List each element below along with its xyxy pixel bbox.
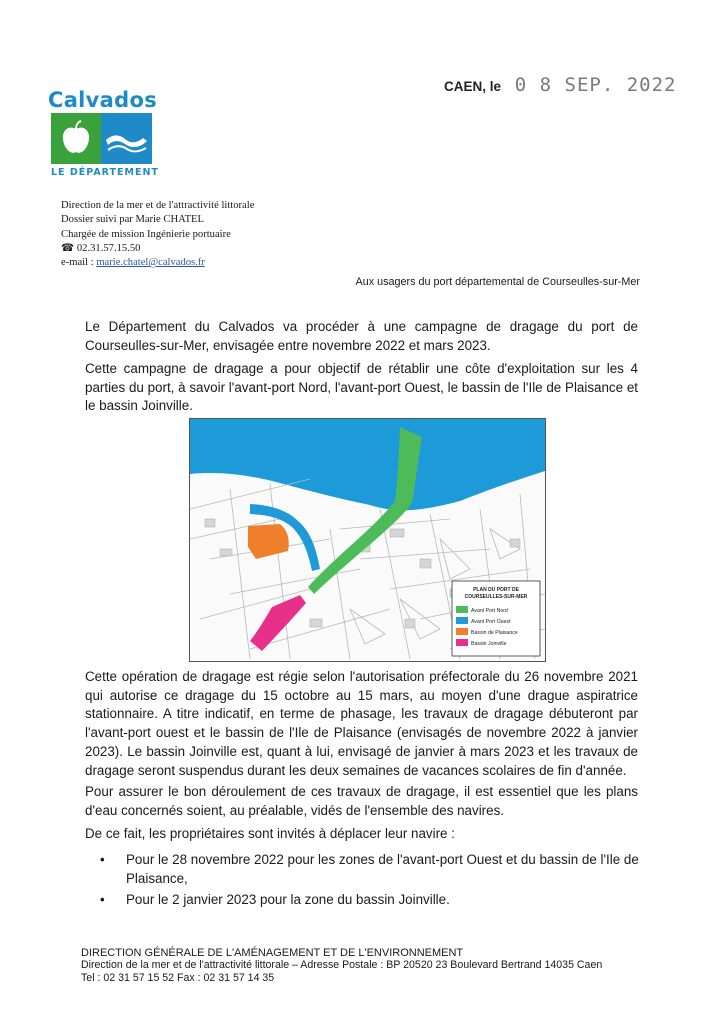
legend-swatch-joinville <box>456 639 468 646</box>
legend-label-ouest: Avant Port Ouest <box>471 619 511 625</box>
footer-address: Direction de la mer et de l'attractivité littorale – Adresse Postale : BP 20520 23 Boulevard Bertrand 14035 Caen <box>81 959 603 972</box>
footer-phone: Tel : 02 31 57 15 52 Fax : 02 31 57 14 35 <box>81 971 275 984</box>
date-prefix: CAEN, le <box>444 79 502 94</box>
logo-subtitle: LE DÉPARTEMENT <box>51 167 159 178</box>
contact-phone: 02.31.57.15.50 <box>76 242 141 254</box>
paragraph-2: Cette campagne de dragage a pour objectif de rétablir une côte d'exploitation sur les 4 parties du port, à savoir l'avant-port Nord, l'avant-port Ouest, le bassin de l'Ile de Plaisance et le bassin Joinville. <box>85 361 638 414</box>
legend-swatch-ouest <box>456 617 468 624</box>
phone-icon: ☎ <box>61 242 75 254</box>
list-item <box>100 851 640 888</box>
recipient-line: Aux usagers du port départemental de Courseulles-sur-Mer <box>355 276 640 288</box>
paragraph-5: De ce fait, les propriétaires sont invités à déplacer leur navire : <box>85 826 455 841</box>
bullet-text: Pour le 2 janvier 2023 pour la zone du bassin Joinville. <box>126 892 450 908</box>
calvados-logo-icon <box>51 113 152 164</box>
footer <box>81 947 602 984</box>
contact-department: Direction de la mer et de l'attractivité littorale <box>61 200 255 211</box>
bullet-text: Pour le 28 novembre 2022 pour les zones de l'avant-port Ouest et du bassin de l'Ile de Plaisance, <box>126 852 639 886</box>
legend-title-2: COURSEULLES-SUR-MER <box>464 594 528 600</box>
contact-block <box>61 199 254 270</box>
contact-followed-by: Dossier suivi par Marie CHATEL <box>61 214 204 226</box>
paragraph-1: Le Département du Calvados va procéder à une campagne de dragage du port de Courseulles-sur-Mer, envisagée entre novembre 2022 et mars 2023. <box>85 319 638 353</box>
legend-swatch-plaisance <box>456 628 468 635</box>
logo-wordmark: Calvados <box>48 88 157 112</box>
contact-role: Chargée de mission Ingénierie portuaire <box>61 228 231 240</box>
contact-phone-row <box>61 242 254 256</box>
legend-swatch-nord <box>456 606 468 613</box>
legend-label-plaisance: Bassin de Plaisance <box>471 630 518 636</box>
paragraph-4: Pour assurer le bon déroulement de ces travaux de dragage, il est essentiel que les plans d'eau concernés soient, au préalable, vidés de l'ensemble des navires. <box>85 784 638 818</box>
footer-title: DIRECTION GÉNÉRALE DE L'AMÉNAGEMENT ET DE L'ENVIRONNEMENT <box>81 947 464 959</box>
bullet-icon: • <box>100 892 105 908</box>
date-stamp: 0 8 SEP. 2022 <box>514 74 677 96</box>
legend-label-nord: Avant Port Nord <box>471 608 508 614</box>
contact-email-row <box>61 256 254 270</box>
port-map <box>189 418 546 662</box>
legend-title-1: PLAN DU PORT DE <box>473 587 519 593</box>
date-line <box>444 74 677 96</box>
legend-label-joinville: Bassin Joinville <box>471 641 507 647</box>
bullet-list <box>100 851 640 913</box>
bullet-icon: • <box>100 852 105 867</box>
email-label: e-mail : <box>61 257 94 269</box>
paragraph-3: Cette opération de dragage est régie selon l'autorisation préfectorale du 26 novembre 2021 qui autorise ce dragage du 15 octobre au 15 mars, au moyen d'une drague aspiratrice stationnaire. A titre indicatif, en terme de phasage, les travaux de dragage débuteront par l'avant-port ouest et le bassin de l'Ile de Plaisance (envisagés de novembre 2022 à janvier 2023). Le bassin Joinville est, quant à lui, envisagé de janvier à mars 2023 et les travaux de dragage seront suspendus durant les deux semaines de vacances scolaires de fin d'année. <box>85 669 638 778</box>
email-link[interactable]: marie.chatel@calvados.fr <box>96 257 205 269</box>
list-item <box>100 891 640 910</box>
